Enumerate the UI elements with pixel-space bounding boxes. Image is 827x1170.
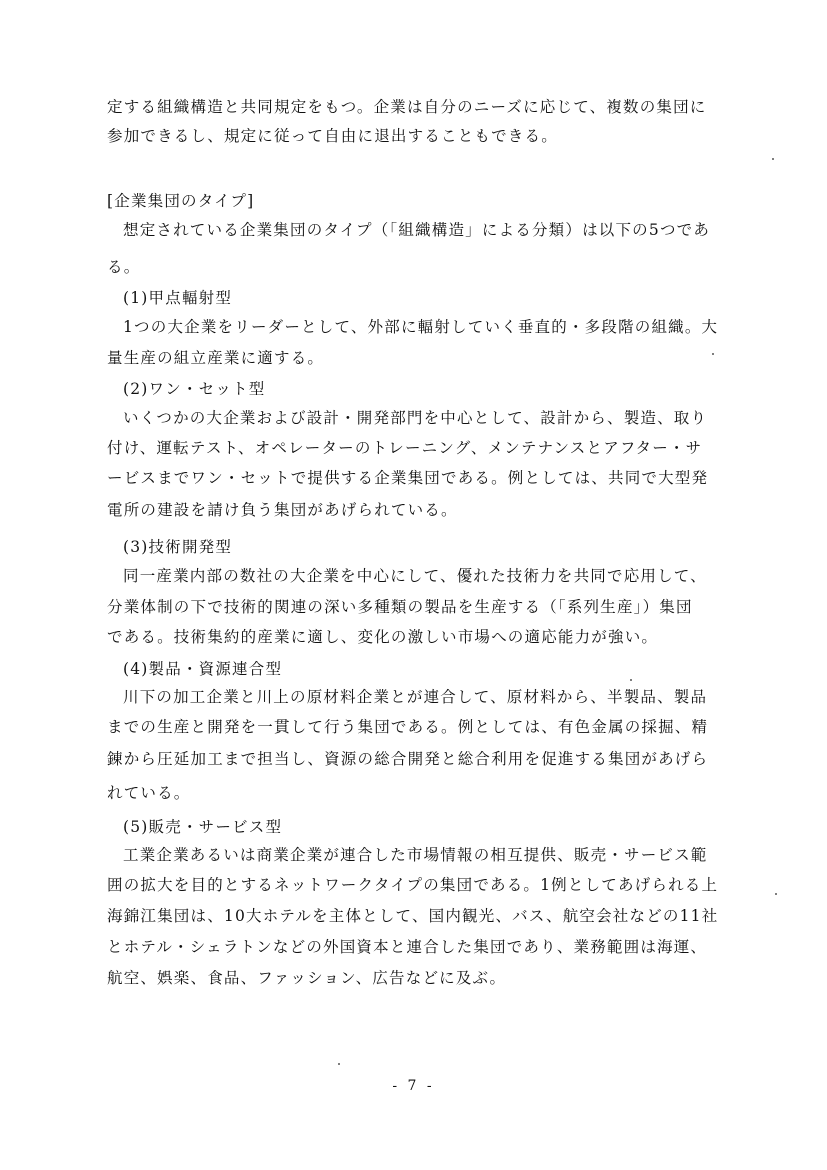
body-line: 同一産業内部の数社の大企業を中心にして、優れた技術力を共同で応用して、 [123, 567, 707, 585]
body-line: れている。 [107, 784, 191, 802]
body-line: 川下の加工企業と川上の原材料企業とが連合して、原材料から、半製品、製品 [123, 688, 708, 706]
body-line: 電所の建設を請け負う集団があげられている。 [107, 501, 458, 519]
body-line: 付け、運転テスト、オペレーターのトレーニング、メンテナンスとアフター・サ [107, 439, 703, 457]
subsection-heading: (3)技術開発型 [123, 538, 233, 556]
body-line: 想定されている企業集団のタイプ（「組織構造」による分類）は以下の5つであ [123, 221, 711, 239]
subsection-heading: (5)販売・サービス型 [123, 818, 283, 836]
body-line: 定する組織構造と共同規定をもつ。企業は自分のニーズに応じて、複数の集団に [107, 98, 707, 116]
body-line: 工業企業あるいは商業企業が連合した市場情報の相互提供、販売・サービス範 [123, 846, 708, 864]
subsection-heading: (1)甲点輻射型 [123, 289, 233, 307]
scan-speck [772, 158, 774, 160]
body-line: いくつかの大企業および設計・開発部門を中心として、設計から、製造、取り [123, 409, 708, 427]
body-line: 航空、娯楽、食品、ファッション、広告などに及ぶ。 [107, 969, 507, 987]
body-line: 量生産の組立産業に適する。 [107, 349, 325, 367]
page-number: - 7 - [392, 1078, 435, 1094]
body-line: とホテル・シェラトンなどの外国資本と連合した集団であり、業務範囲は海運、 [107, 938, 708, 956]
scan-speck [338, 1063, 340, 1065]
subsection-heading: (2)ワン・セット型 [123, 380, 266, 398]
body-line: 1つの大企業をリーダーとして、外部に輻射していく垂直的・多段階の組織。大 [123, 318, 719, 336]
body-line: 分業体制の下で技術的関連の深い多種類の製品を生産する（「系列生産」）集団 [107, 598, 693, 616]
scan-speck [775, 893, 777, 895]
body-line: までの生産と開発を一貫して行う集団である。例としては、有色金属の採掘、精 [107, 718, 709, 736]
scan-speck [712, 353, 714, 355]
body-line: である。技術集約的産業に適し、変化の激しい市場への適応能力が強い。 [107, 628, 659, 646]
body-line: 参加できるし、規定に従って自由に退出することもできる。 [107, 127, 558, 145]
body-line: ービスまでワン・セットで提供する企業集団である。例としては、共同で大型発 [107, 469, 709, 487]
body-line: 海錦江集団は、10大ホテルを主体として、国内観光、バス、航空会社などの11社 [107, 907, 719, 925]
body-line: 囲の拡大を目的とするネットワークタイプの集団である。1例としてあげられる上 [107, 876, 719, 894]
section-heading: [企業集団のタイプ] [107, 192, 255, 210]
body-line: る。 [107, 258, 141, 276]
subsection-heading: (4)製品・資源連合型 [123, 660, 283, 678]
body-line: 錬から圧延加工まで担当し、資源の総合開発と総合利用を促進する集団があげら [107, 750, 709, 768]
scan-speck [630, 679, 632, 681]
